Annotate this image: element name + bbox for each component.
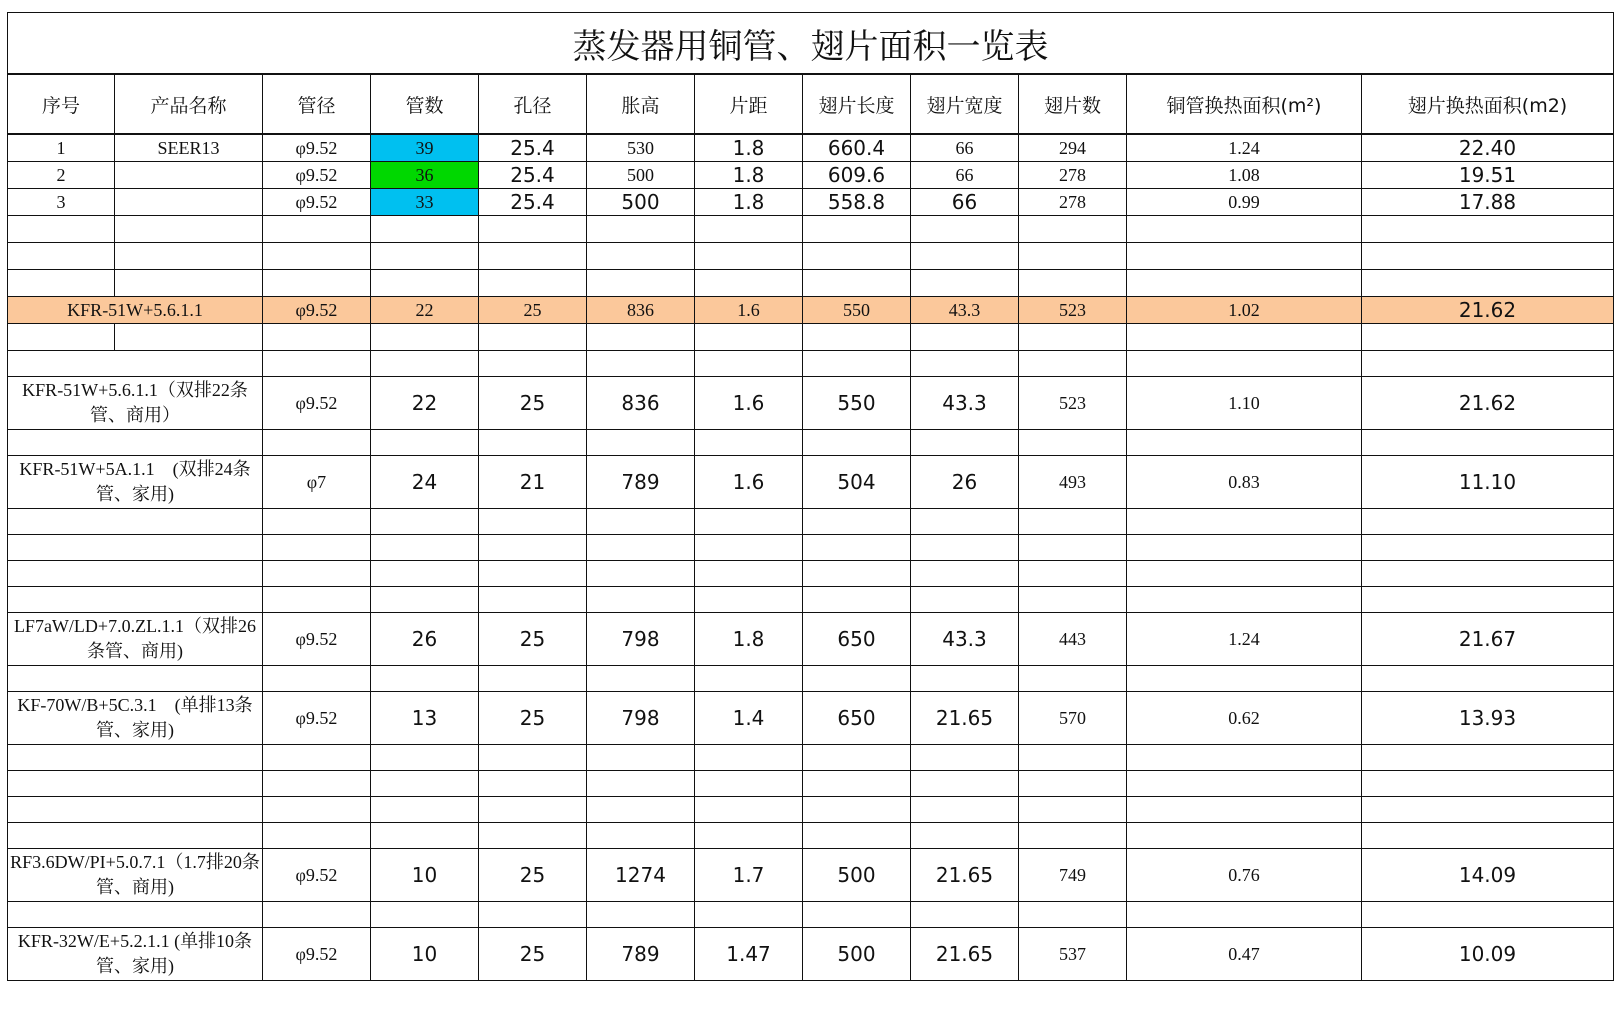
expand-height-cell: 530 — [587, 134, 695, 162]
fin-count-cell: 294 — [1019, 134, 1127, 162]
empty-row — [8, 324, 1614, 351]
fin-area-cell: 22.40 — [1362, 134, 1614, 162]
fin-pitch-cell: 1.7 — [695, 849, 803, 902]
table-row — [8, 692, 1614, 745]
fin-area-cell: 10.09 — [1362, 928, 1614, 981]
fin-pitch-cell: 1.8 — [695, 189, 803, 216]
tube-count-cell: 10 — [371, 849, 479, 902]
hole-dia-cell: 25 — [479, 692, 587, 745]
table-row — [8, 162, 1614, 189]
product-cell — [115, 162, 263, 189]
fin-count-cell: 278 — [1019, 189, 1127, 216]
copper-area-cell: 0.76 — [1127, 849, 1362, 902]
copper-area-cell: 0.62 — [1127, 692, 1362, 745]
empty-row — [8, 745, 1614, 771]
expand-height-cell: 836 — [587, 297, 695, 324]
empty-row — [8, 535, 1614, 561]
copper-area-cell: 0.99 — [1127, 189, 1362, 216]
tube-count-cell: 36 — [371, 162, 479, 189]
tube-count-cell: 13 — [371, 692, 479, 745]
fin-area-cell: 21.67 — [1362, 613, 1614, 666]
table-row — [8, 377, 1614, 430]
fin-width-cell: 21.65 — [911, 692, 1019, 745]
product-cell: RF3.6DW/PI+5.0.7.1（1.7排20条管、商用) — [8, 849, 263, 902]
fin-pitch-cell: 1.47 — [695, 928, 803, 981]
tube-count-cell: 24 — [371, 456, 479, 509]
copper-area-cell: 1.10 — [1127, 377, 1362, 430]
empty-row — [8, 771, 1614, 797]
tube-dia-cell: φ9.52 — [263, 189, 371, 216]
tube-dia-cell: φ9.52 — [263, 849, 371, 902]
table-title: 蒸发器用铜管、翅片面积一览表 — [8, 13, 1614, 75]
fin-pitch-cell: 1.8 — [695, 134, 803, 162]
tube-dia-cell: φ7 — [263, 456, 371, 509]
fin-count-cell: 749 — [1019, 849, 1127, 902]
product-cell: KF-70W/B+5C.3.1 (单排13条管、家用) — [8, 692, 263, 745]
fin-length-cell: 609.6 — [803, 162, 911, 189]
copper-area-cell: 1.08 — [1127, 162, 1362, 189]
hole-dia-cell: 25.4 — [479, 134, 587, 162]
fin-width-cell: 43.3 — [911, 377, 1019, 430]
empty-row — [8, 666, 1614, 692]
empty-row — [8, 509, 1614, 535]
fin-count-cell: 493 — [1019, 456, 1127, 509]
table-row — [8, 134, 1614, 162]
fin-width-cell: 43.3 — [911, 297, 1019, 324]
fin-width-cell: 43.3 — [911, 613, 1019, 666]
empty-row — [8, 351, 1614, 377]
fin-count-cell: 278 — [1019, 162, 1127, 189]
header-fin-count: 翅片数 — [1019, 74, 1127, 134]
fin-length-cell: 500 — [803, 928, 911, 981]
header-fin-width: 翅片宽度 — [911, 74, 1019, 134]
fin-length-cell: 650 — [803, 613, 911, 666]
tube-count-cell: 22 — [371, 297, 479, 324]
tube-count-cell: 22 — [371, 377, 479, 430]
table-row — [8, 189, 1614, 216]
tube-dia-cell: φ9.52 — [263, 613, 371, 666]
fin-area-cell: 21.62 — [1362, 297, 1614, 324]
fin-count-cell: 523 — [1019, 377, 1127, 430]
tube-count-cell: 33 — [371, 189, 479, 216]
copper-area-cell: 0.47 — [1127, 928, 1362, 981]
fin-area-cell: 11.10 — [1362, 456, 1614, 509]
fin-area-cell: 19.51 — [1362, 162, 1614, 189]
header-fin-pitch: 片距 — [695, 74, 803, 134]
empty-row — [8, 270, 1614, 297]
header-tube-dia: 管径 — [263, 74, 371, 134]
empty-row — [8, 216, 1614, 243]
header-expand-height: 胀高 — [587, 74, 695, 134]
fin-count-cell: 443 — [1019, 613, 1127, 666]
fin-width-cell: 66 — [911, 162, 1019, 189]
tube-dia-cell: φ9.52 — [263, 162, 371, 189]
header-fin-length: 翅片长度 — [803, 74, 911, 134]
fin-area-cell: 13.93 — [1362, 692, 1614, 745]
empty-row — [8, 561, 1614, 587]
header-hole-dia: 孔径 — [479, 74, 587, 134]
fin-length-cell: 660.4 — [803, 134, 911, 162]
hole-dia-cell: 25 — [479, 928, 587, 981]
tube-dia-cell: φ9.52 — [263, 377, 371, 430]
header-seq: 序号 — [8, 74, 115, 134]
fin-area-cell: 14.09 — [1362, 849, 1614, 902]
fin-length-cell: 558.8 — [803, 189, 911, 216]
header-copper-area: 铜管换热面积(m²) — [1127, 74, 1362, 134]
seq-cell: 3 — [8, 189, 115, 216]
fin-count-cell: 570 — [1019, 692, 1127, 745]
fin-length-cell: 550 — [803, 377, 911, 430]
product-cell: LF7aW/LD+7.0.ZL.1.1（双排26条管、商用) — [8, 613, 263, 666]
product-cell: KFR-51W+5.6.1.1（双排22条管、商用） — [8, 377, 263, 430]
seq-cell: 2 — [8, 162, 115, 189]
expand-height-cell: 836 — [587, 377, 695, 430]
hole-dia-cell: 25.4 — [479, 189, 587, 216]
empty-row — [8, 902, 1614, 928]
fin-width-cell: 21.65 — [911, 928, 1019, 981]
copper-area-cell: 1.24 — [1127, 134, 1362, 162]
hole-dia-cell: 25 — [479, 297, 587, 324]
header-tube-count: 管数 — [371, 74, 479, 134]
expand-height-cell: 798 — [587, 692, 695, 745]
fin-area-cell: 21.62 — [1362, 377, 1614, 430]
header-fin-area: 翅片换热面积(m2) — [1362, 74, 1614, 134]
empty-row — [8, 823, 1614, 849]
highlight-row — [8, 297, 1614, 324]
fin-length-cell: 650 — [803, 692, 911, 745]
fin-width-cell: 26 — [911, 456, 1019, 509]
fin-pitch-cell: 1.8 — [695, 613, 803, 666]
fin-length-cell: 550 — [803, 297, 911, 324]
tube-dia-cell: φ9.52 — [263, 928, 371, 981]
empty-row — [8, 587, 1614, 613]
product-cell: KFR-51W+5.6.1.1 — [8, 297, 263, 324]
seq-cell: 1 — [8, 134, 115, 162]
hole-dia-cell: 25 — [479, 613, 587, 666]
header-product: 产品名称 — [115, 74, 263, 134]
copper-area-cell: 0.83 — [1127, 456, 1362, 509]
fin-pitch-cell: 1.6 — [695, 456, 803, 509]
hole-dia-cell: 25 — [479, 849, 587, 902]
expand-height-cell: 789 — [587, 928, 695, 981]
evaporator-area-table — [7, 12, 1614, 981]
table-row — [8, 613, 1614, 666]
empty-row — [8, 797, 1614, 823]
fin-width-cell: 21.65 — [911, 849, 1019, 902]
fin-width-cell: 66 — [911, 189, 1019, 216]
fin-pitch-cell: 1.6 — [695, 297, 803, 324]
hole-dia-cell: 21 — [479, 456, 587, 509]
product-cell: KFR-51W+5A.1.1 (双排24条管、家用) — [8, 456, 263, 509]
tube-dia-cell: φ9.52 — [263, 297, 371, 324]
tube-count-cell: 10 — [371, 928, 479, 981]
expand-height-cell: 798 — [587, 613, 695, 666]
empty-row — [8, 430, 1614, 456]
product-cell: SEER13 — [115, 134, 263, 162]
fin-area-cell: 17.88 — [1362, 189, 1614, 216]
fin-length-cell: 500 — [803, 849, 911, 902]
table-row — [8, 928, 1614, 981]
hole-dia-cell: 25 — [479, 377, 587, 430]
tube-dia-cell: φ9.52 — [263, 134, 371, 162]
fin-count-cell: 537 — [1019, 928, 1127, 981]
fin-pitch-cell: 1.4 — [695, 692, 803, 745]
expand-height-cell: 789 — [587, 456, 695, 509]
table-row — [8, 456, 1614, 509]
header-row — [8, 74, 1614, 134]
expand-height-cell: 1274 — [587, 849, 695, 902]
fin-length-cell: 504 — [803, 456, 911, 509]
table-row — [8, 849, 1614, 902]
fin-pitch-cell: 1.8 — [695, 162, 803, 189]
tube-count-cell: 26 — [371, 613, 479, 666]
product-cell: KFR-32W/E+5.2.1.1 (单排10条管、家用) — [8, 928, 263, 981]
expand-height-cell: 500 — [587, 189, 695, 216]
empty-row — [8, 243, 1614, 270]
fin-width-cell: 66 — [911, 134, 1019, 162]
copper-area-cell: 1.24 — [1127, 613, 1362, 666]
product-cell — [115, 189, 263, 216]
tube-dia-cell: φ9.52 — [263, 692, 371, 745]
fin-pitch-cell: 1.6 — [695, 377, 803, 430]
tube-count-cell: 39 — [371, 134, 479, 162]
expand-height-cell: 500 — [587, 162, 695, 189]
copper-area-cell: 1.02 — [1127, 297, 1362, 324]
hole-dia-cell: 25.4 — [479, 162, 587, 189]
fin-count-cell: 523 — [1019, 297, 1127, 324]
